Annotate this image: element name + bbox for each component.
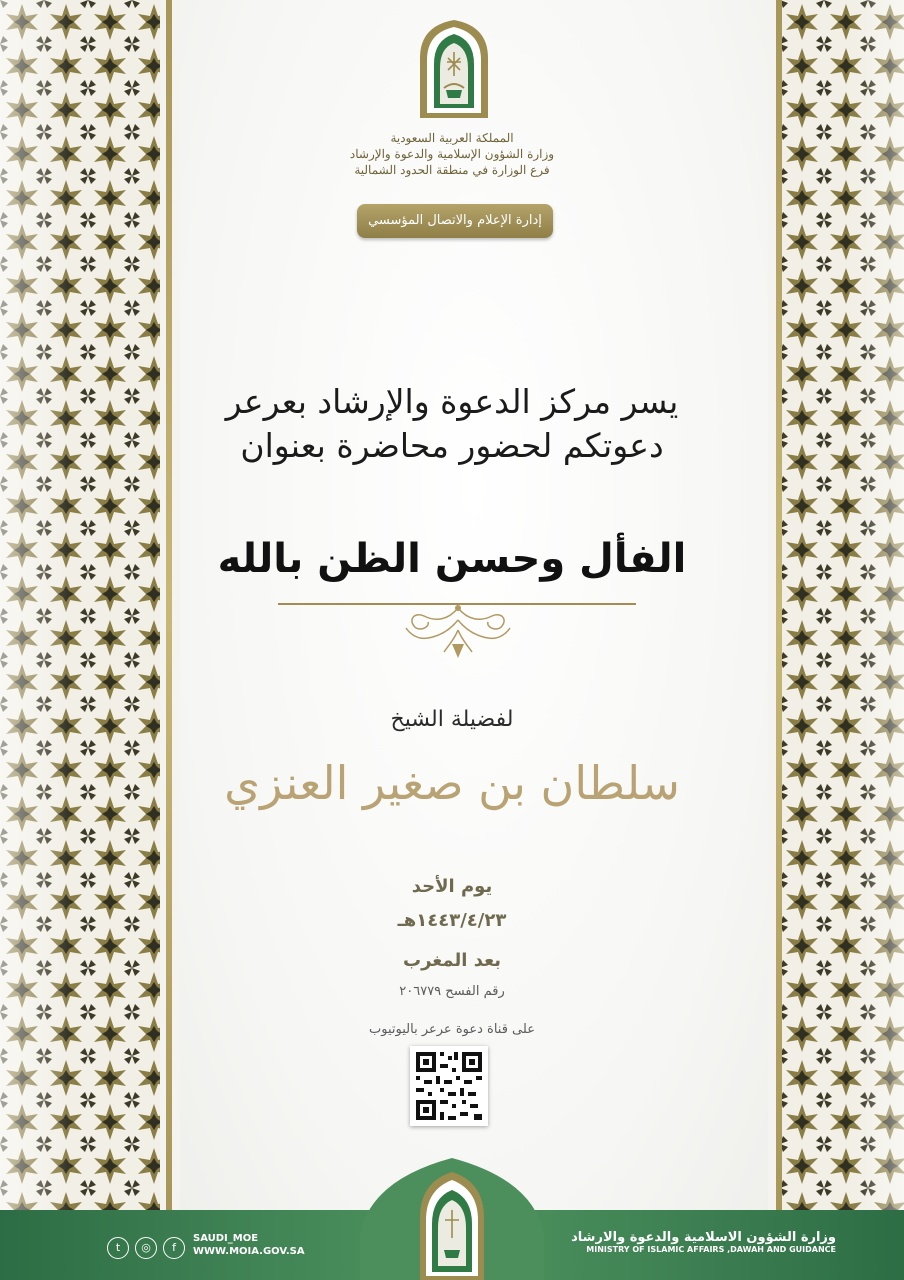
invitation-text <box>0 380 904 468</box>
ministry-header-text <box>0 130 904 178</box>
floral-ornament-icon <box>388 600 528 662</box>
kingdom-line: المملكة العربية السعودية <box>390 131 514 145</box>
footer-dome-emblem <box>360 1140 544 1280</box>
ministry-line: وزارة الشؤون الإسلامية والدعوة والإرشاد <box>349 147 555 161</box>
website-url[interactable]: WWW.MOIA.GOV.SA <box>193 1246 305 1257</box>
instagram-icon[interactable]: ◎ <box>135 1237 157 1259</box>
event-date: ١٤٤٣/٤/٢٣هـ <box>397 910 507 931</box>
invitation-line-2: دعوتكم لحضور محاضرة بعنوان <box>240 426 664 465</box>
branch-line: فرع الوزارة في منطقة الحدود الشمالية <box>354 163 550 177</box>
event-day: يوم الأحد <box>411 876 493 897</box>
footer-ministry-ar: وزارة الشؤون الاسلامية والدعوة والارشاد <box>571 1230 836 1245</box>
ministry-emblem-logo <box>414 18 494 120</box>
speaker-label: لفضيلة الشيخ <box>390 707 514 732</box>
left-geometric-border <box>0 0 160 1280</box>
footer-ministry <box>571 1230 836 1254</box>
department-badge: إدارة الإعلام والاتصال المؤسسي <box>357 204 553 238</box>
footer-ministry-en: MINISTRY OF ISLAMIC AFFAIRS ,DAWAH AND GUIDANCE <box>586 1245 836 1254</box>
twitter-icon[interactable]: t <box>107 1237 129 1259</box>
facebook-icon[interactable]: f <box>163 1237 185 1259</box>
social-handle: SAUDI_MOE <box>193 1233 259 1244</box>
lecture-title: الفأل وحسن الظن بالله <box>217 536 687 582</box>
youtube-channel-text: على قناة دعوة عرعر باليوتيوب <box>369 1022 535 1037</box>
invitation-line-1: يسر مركز الدعوة والإرشاد بعرعر <box>225 382 679 421</box>
permit-number: رقم الفسح ٢٠٦٧٧٩ <box>399 984 505 999</box>
right-geometric-border <box>780 0 904 1280</box>
speaker-name: سلطان بن صغير العنزي <box>224 756 680 810</box>
qr-code[interactable] <box>410 1046 488 1126</box>
event-time: بعد المغرب <box>402 950 502 971</box>
footer-contact <box>193 1232 305 1258</box>
